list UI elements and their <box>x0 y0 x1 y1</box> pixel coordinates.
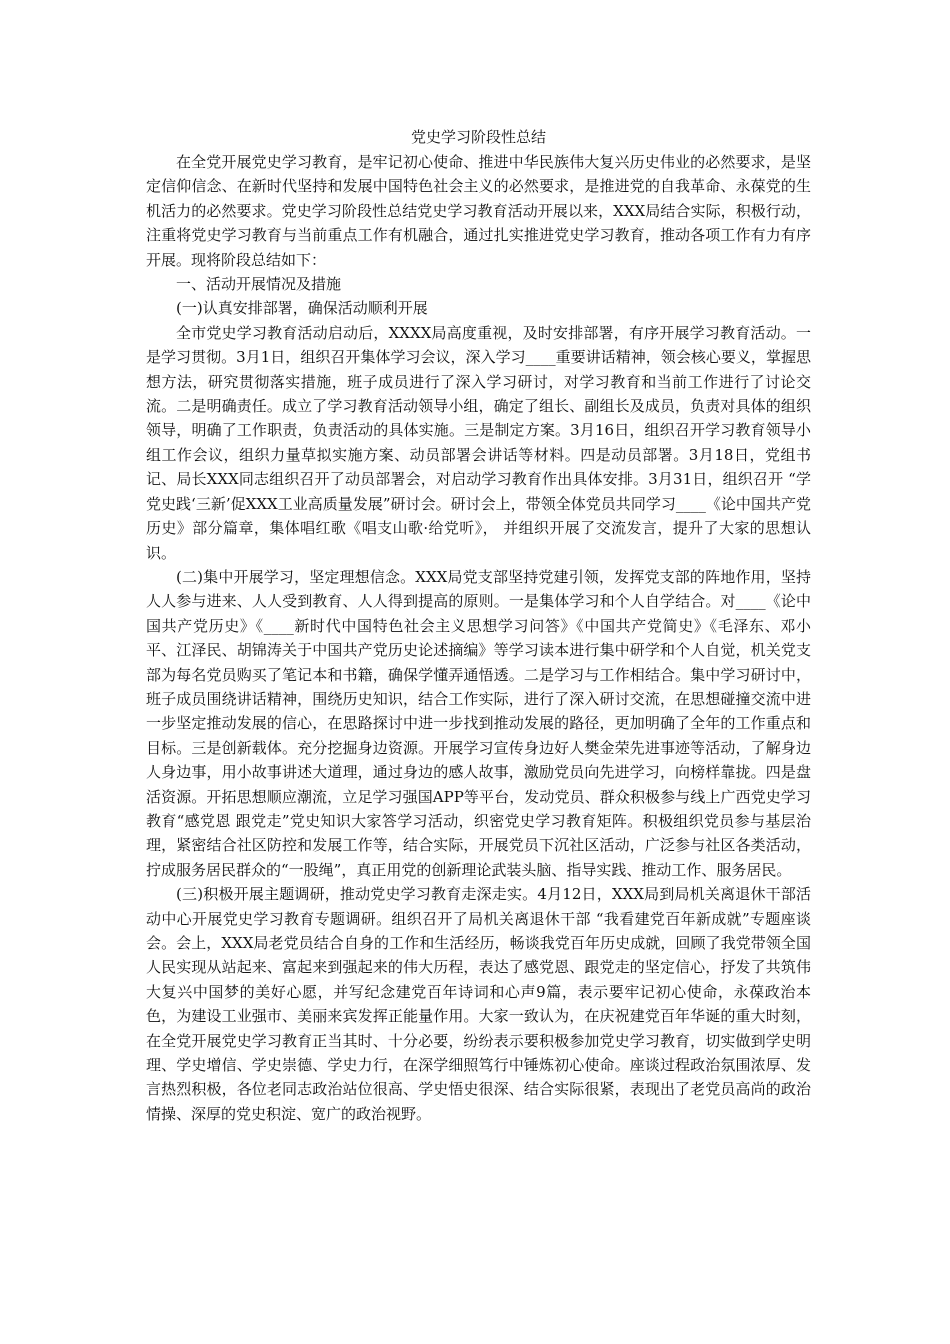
subsection-3-paragraph: (三)积极开展主题调研，推动党史学习教育走深走实。4月12日，XXX局到局机关离退休干部活动中心开展党史学习教育专题调研。组织召开了局机关离退休干部 “我看建党百年新成就”专题座谈会。会上，XXX局老党员结合自身的工作和生活经历，畅谈我党百年历史成就，回顾了我党带领全国人民实现从站起来、富起来到强起来的伟大历程，表达了感党恩、跟党走的坚定信心，抒发了共筑伟大复兴中国梦的美好心愿，并写纪念建党百年诗词和心声9篇，表示要牢记初心使命，永葆政治本色，为建设工业强市、美丽来宾发挥正能量作用。大家一致认为，在庆祝建党百年华诞的重大时刻，在全党开展党史学习教育正当其时、十分必要，纷纷表示要积极参加党史学习教育，切实做到学史明理、学史增信、学史崇德、学史力行，在深学细照笃行中锤炼初心使命。座谈过程政治氛围浓厚、发言热烈积极，各位老同志政治站位很高、学史悟史很深、结合实际很紧，表现出了老党员高尚的政治情操、深厚的党史积淀、宽广的政治视野。 <box>146 885 811 1123</box>
section-heading-1: 一、活动开展情况及措施 <box>176 275 342 294</box>
subsection-heading-1: (一)认真安排部署，确保活动顺利开展 <box>176 299 428 318</box>
intro-paragraph: 在全党开展党史学习教育，是牢记初心使命、推进中华民族伟大复兴历史伟业的必然要求，是坚定信仰信念、在新时代坚持和发展中国特色社会主义的必然要求，是推进党的自我革命、永葆党的生机活力的必然要求。党史学习阶段性总结党史学习教育活动开展以来，XXX局结合实际，积极行动，注重将党史学习教育与当前重点工作有机融合，通过扎实推进党史学习教育，推动各项工作有力有序开展。现将阶段总结如下： <box>146 153 811 269</box>
document-body <box>146 124 811 1126</box>
subsection-2-paragraph: (二)集中开展学习，坚定理想信念。XXX局党支部坚持党建引领，发挥党支部的阵地作用，坚持人人参与进来、人人受到教育、人人得到提高的原则。一是集体学习和个人自学结合。对____《论中国共产党历史》《____新时代中国特色社会主义思想学习问答》《中国共产党简史》《毛泽东、邓小平、江泽民、胡锦涛关于中国共产党历史论述摘编》等学习读本进行集中研学和个人自觉，机关党支部为每名党员购买了笔记本和书籍，确保学懂弄通悟透。二是学习与工作相结合。集中学习研讨中，班子成员围绕讲话精神，围绕历史知识，结合工作实际，进行了深入研讨交流，在思想碰撞交流中进一步坚定推动发展的信心，在思路探讨中进一步找到推动发展的路径，更加明确了全年的工作重点和目标。三是创新载体。充分挖掘身边资源。开展学习宣传身边好人樊金荣先进事迹等活动，了解身边人身边事，用小故事讲述大道理，通过身边的感人故事，激励党员向先进学习，向榜样靠拢。四是盘活资源。开拓思想顺应潮流，立足学习强国APP等平台，发动党员、群众积极参与线上广西党史学习教育“感党恩 跟党走”党史知识大家答学习活动，织密党史学习教育矩阵。积极组织党员参与基层治理，紧密结合社区防控和发展工作等，结合实际，开展党员下沉社区活动，广泛参与社区各类活动，拧成服务居民群众的“一股绳”，真正用党的创新理论武装头脑、指导实践、推动工作、服务居民。 <box>146 567 811 879</box>
document-title: 党史学习阶段性总结 <box>410 128 546 146</box>
subsection-1-paragraph: 全市党史学习教育活动启动后，XXXX局高度重视，及时安排部署，有序开展学习教育活动。一是学习贯彻。3月1日，组织召开集体学习会议，深入学习____重要讲话精神，领会核心要义，掌握思想方法，研究贯彻落实措施，班子成员进行了深入学习研讨，对学习教育和当前工作进行了讨论交流。二是明确责任。成立了学习教育活动领导小组，确定了组长、副组长及成员，负责对具体的组织领导，明确了工作职责，负责活动的具体实施。三是制定方案。3月16日，组织召开学习教育领导小组工作会议，组织力量草拟实施方案、动员部署会讲话等材料。四是动员部署。3月18日，党组书记、局长XXX同志组织召开了动员部署会，对启动学习教育作出具体安排。3月31日，组织召开 “学党史践‘三新’促XXX工业高质量发展”研讨会。研讨会上，带领全体党员共同学习____《论中国共产党历史》部分篇章，集体唱红歌《唱支山歌·给党听》， 并组织开展了交流发言，提升了大家的思想认识。 <box>146 323 811 562</box>
